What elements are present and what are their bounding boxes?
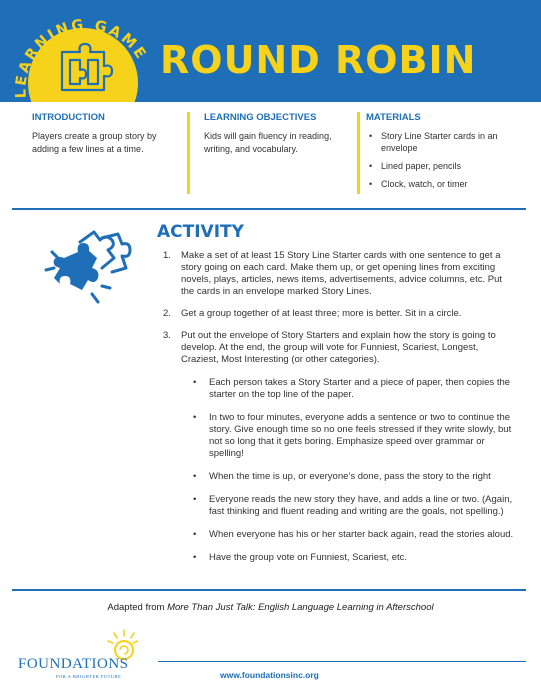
- list-item: • Story Line Starter cards in an envelope: [366, 130, 526, 154]
- section-divider: [12, 589, 526, 591]
- objectives-heading: LEARNING OBJECTIVES: [204, 112, 317, 123]
- column-divider: [187, 112, 190, 194]
- step-number: 2.: [163, 308, 171, 319]
- step-text: Put out the envelope of Story Starters and explain how the story is going to develop. At the end, the group will vote for Funniest, Scariest, Longest, Craziest, Most Interesting (or other categories).: [181, 330, 496, 365]
- list-item: • Each person takes a Story Starter and a piece of paper, then copies the starter on the top line of the paper.: [191, 377, 515, 401]
- materials-list: [366, 130, 526, 190]
- logo-tagline: FOR A BRIGHTER FUTURE: [56, 674, 122, 679]
- learning-game-badge: [0, 0, 160, 102]
- introduction-section: [32, 112, 182, 196]
- introduction-heading: INTRODUCTION: [32, 112, 105, 123]
- badge-text: LEARNING GAME: [13, 17, 150, 99]
- list-item: • Everyone reads the new story they have, and adds a line or two. (Again, fast thinking and fluent reading and writing are the goals, not spelling.): [191, 494, 515, 518]
- step-item: [163, 308, 515, 320]
- footer-divider: [158, 661, 526, 662]
- list-item: • Have the group vote on Funniest, Scariest, etc.: [191, 552, 515, 564]
- list-item: • When everyone has his or her starter back again, read the stories aloud.: [191, 529, 515, 541]
- foundations-logo: FOUNDATIONS: [18, 656, 129, 672]
- credit-source: More Than Just Talk: English Language Learning in Afterschool: [167, 602, 434, 613]
- step-number: 3.: [163, 330, 171, 341]
- list-item: • Lined paper, pencils: [366, 160, 526, 172]
- list-item: • In two to four minutes, everyone adds a sentence or two to continue the story. Give enough time so no one feels stressed if they write slowly, but not so long that it gets boring. Emphasize speed over grammar or spelling!: [191, 412, 515, 460]
- objectives-text: Kids will gain fluency in reading, writing, and vocabulary.: [204, 131, 332, 154]
- step-number: 1.: [163, 250, 171, 261]
- website-link[interactable]: www.foundationsinc.org: [220, 670, 319, 680]
- puzzle-pieces-icon: [62, 44, 112, 90]
- credit-prefix: Adapted from: [107, 602, 168, 613]
- puzzle-icon: [42, 228, 134, 310]
- source-credit: [0, 602, 541, 613]
- introduction-text: Players create a group story by adding a few lines at a time.: [32, 131, 157, 154]
- materials-heading: MATERIALS: [366, 112, 421, 123]
- materials-section: [366, 112, 526, 196]
- svg-text:LEARNING GAME: [13, 17, 149, 98]
- step-text: Make a set of at least 15 Story Line Starter cards with one sentence to get a story going on each card. Make them up, or get opening lines from exciting novels, plays, articles, news items, advertisements, advice columns, etc. Put the cards in an envelope marked Story Lines.: [181, 250, 503, 297]
- page-title: ROUND ROBIN: [160, 38, 477, 82]
- header-banner: [0, 0, 541, 102]
- activity-steps: [163, 250, 515, 575]
- activity-heading: ACTIVITY: [157, 222, 244, 242]
- section-divider: [12, 208, 526, 210]
- step-bullets: [191, 377, 515, 564]
- step-item: [163, 250, 515, 298]
- objectives-section: [204, 112, 354, 196]
- list-item: • Clock, watch, or timer: [366, 178, 526, 190]
- step-item: [163, 330, 515, 564]
- step-text: Get a group together of at least three; more is better. Sit in a circle.: [181, 308, 462, 319]
- column-divider: [357, 112, 360, 194]
- list-item: • When the time is up, or everyone’s done, pass the story to the right: [191, 471, 515, 483]
